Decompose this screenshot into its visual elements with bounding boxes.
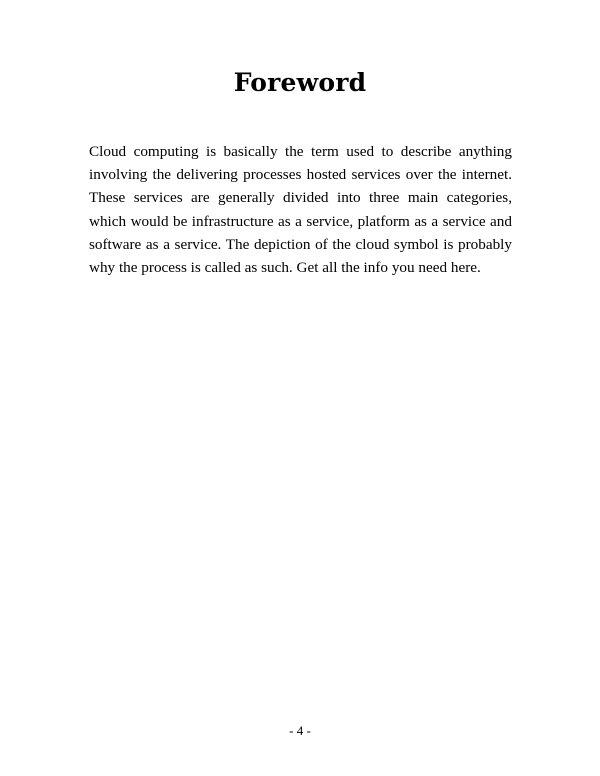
page-number: - 4 -: [289, 723, 311, 738]
foreword-paragraph: Cloud computing is basically the term used to describe anything involving the delivering processes hosted services over the internet. These services are generally divided into three main categories, which would be infrastructure as a service, platform as a service and software as a service. The depiction of the cloud symbol is probably why the process is called as such. Get all the info you need here.: [89, 143, 512, 277]
page-title: Foreword: [233, 68, 367, 97]
